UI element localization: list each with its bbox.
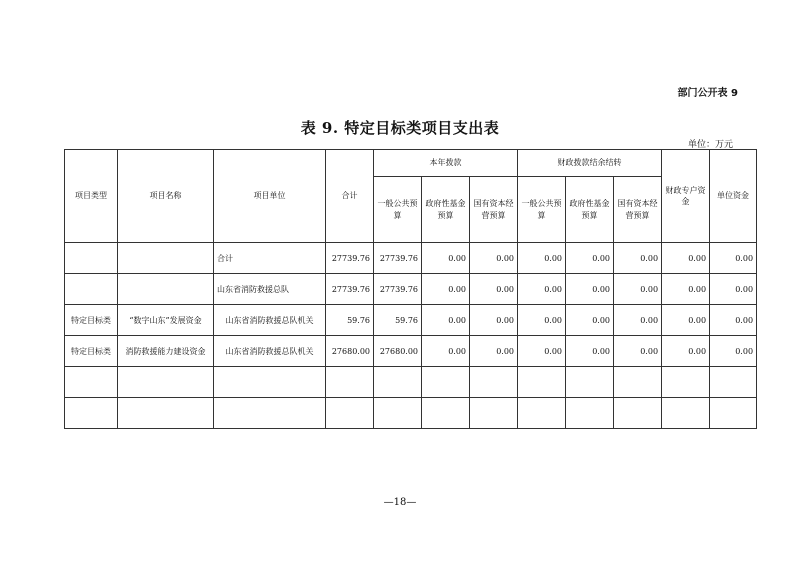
cell-co-state-capital: 0.00 xyxy=(614,336,662,367)
header-cy-general-public-budget: 一般公共预算 xyxy=(374,177,422,243)
empty-cell xyxy=(662,398,710,429)
table-row xyxy=(65,305,757,336)
cell-cy-gov-fund: 0.00 xyxy=(422,243,470,274)
header-unit-funds: 单位资金 xyxy=(710,150,757,243)
empty-cell xyxy=(710,367,757,398)
cell-co-gov-fund: 0.00 xyxy=(566,305,614,336)
cell-unit-funds: 0.00 xyxy=(710,274,757,305)
cell-co-gov-fund: 0.00 xyxy=(566,243,614,274)
empty-cell xyxy=(326,398,374,429)
cell-cy-state-capital: 0.00 xyxy=(470,243,518,274)
cell-cy-gov-fund: 0.00 xyxy=(422,274,470,305)
header-fiscal-special-funds xyxy=(662,150,710,243)
cell-cy-general-public: 27680.00 xyxy=(374,336,422,367)
empty-cell xyxy=(566,398,614,429)
header-project-type: 项目类型 xyxy=(65,150,118,243)
cell-project-unit: 山东省消防救援总队 xyxy=(214,274,326,305)
header-project-unit: 项目单位 xyxy=(214,150,326,243)
cell-cy-state-capital: 0.00 xyxy=(470,336,518,367)
expenditure-table xyxy=(64,149,757,429)
table-row xyxy=(65,243,757,274)
cell-total: 27739.76 xyxy=(326,274,374,305)
cell-cy-general-public: 27739.76 xyxy=(374,243,422,274)
cell-total: 59.76 xyxy=(326,305,374,336)
cell-cy-general-public: 59.76 xyxy=(374,305,422,336)
cell-unit-funds: 0.00 xyxy=(710,336,757,367)
cell-project-type: 特定目标类 xyxy=(65,305,118,336)
cell-project-unit: 山东省消防救援总队机关 xyxy=(214,305,326,336)
cell-project-unit: 合计 xyxy=(214,243,326,274)
header-cy-state-capital-budget: 国有资本经营预算 xyxy=(470,177,518,243)
empty-cell xyxy=(374,367,422,398)
cell-unit-funds: 0.00 xyxy=(710,305,757,336)
cell-unit-funds: 0.00 xyxy=(710,243,757,274)
cell-co-gov-fund: 0.00 xyxy=(566,274,614,305)
cell-fiscal-special-funds: 0.00 xyxy=(662,274,710,305)
empty-cell xyxy=(662,367,710,398)
header-carryover-group: 财政拨款结余结转 xyxy=(518,150,662,177)
cell-project-name: “数字山东”发展资金 xyxy=(118,305,214,336)
unit-label: 单位：万元 xyxy=(687,140,733,150)
cell-project-name: 消防救援能力建设资金 xyxy=(118,336,214,367)
cell-co-general-public: 0.00 xyxy=(518,274,566,305)
cell-co-general-public: 0.00 xyxy=(518,305,566,336)
cell-cy-gov-fund: 0.00 xyxy=(422,305,470,336)
cell-total: 27680.00 xyxy=(326,336,374,367)
cell-cy-gov-fund: 0.00 xyxy=(422,336,470,367)
empty-cell xyxy=(118,367,214,398)
empty-cell xyxy=(566,367,614,398)
header-total: 合计 xyxy=(326,150,374,243)
cell-fiscal-special-funds: 0.00 xyxy=(662,305,710,336)
empty-cell xyxy=(470,367,518,398)
cell-project-type xyxy=(65,274,118,305)
cell-cy-state-capital: 0.00 xyxy=(470,274,518,305)
cell-project-name xyxy=(118,243,214,274)
cell-co-general-public: 0.00 xyxy=(518,336,566,367)
page-title: 表 9. 特定目标类项目支出表 xyxy=(300,119,500,137)
header-co-general-public-budget: 一般公共预算 xyxy=(518,177,566,243)
empty-cell xyxy=(326,367,374,398)
cell-project-type: 特定目标类 xyxy=(65,336,118,367)
empty-row xyxy=(65,367,757,398)
empty-cell xyxy=(374,398,422,429)
cell-fiscal-special-funds: 0.00 xyxy=(662,336,710,367)
header-current-year-group: 本年拨款 xyxy=(374,150,518,177)
empty-cell xyxy=(470,398,518,429)
empty-cell xyxy=(518,398,566,429)
empty-cell xyxy=(518,367,566,398)
empty-cell xyxy=(65,398,118,429)
empty-cell xyxy=(422,367,470,398)
header-co-state-capital-budget: 国有资本经营预算 xyxy=(614,177,662,243)
cell-co-state-capital: 0.00 xyxy=(614,305,662,336)
table-body xyxy=(65,243,757,429)
empty-cell xyxy=(614,398,662,429)
cell-co-gov-fund: 0.00 xyxy=(566,336,614,367)
empty-cell xyxy=(710,398,757,429)
cell-total: 27739.76 xyxy=(326,243,374,274)
cell-project-unit: 山东省消防救援总队机关 xyxy=(214,336,326,367)
empty-cell xyxy=(422,398,470,429)
cell-project-name xyxy=(118,274,214,305)
cell-co-general-public: 0.00 xyxy=(518,243,566,274)
cell-project-type xyxy=(65,243,118,274)
header-co-gov-fund-budget: 政府性基金预算 xyxy=(566,177,614,243)
empty-cell xyxy=(214,398,326,429)
empty-cell xyxy=(614,367,662,398)
cell-co-state-capital: 0.00 xyxy=(614,243,662,274)
page-label: 部门公开表 9 xyxy=(677,88,738,99)
empty-cell xyxy=(65,367,118,398)
cell-co-state-capital: 0.00 xyxy=(614,274,662,305)
table-header xyxy=(65,150,757,243)
cell-fiscal-special-funds: 0.00 xyxy=(662,243,710,274)
header-fiscal-special-funds-label: 财政专户资金 xyxy=(665,185,706,206)
empty-cell xyxy=(118,398,214,429)
cell-cy-state-capital: 0.00 xyxy=(470,305,518,336)
table-row xyxy=(65,274,757,305)
page-number: —18— xyxy=(383,497,417,508)
cell-cy-general-public: 27739.76 xyxy=(374,274,422,305)
header-cy-gov-fund-budget: 政府性基金预算 xyxy=(422,177,470,243)
table-row xyxy=(65,336,757,367)
empty-cell xyxy=(214,367,326,398)
empty-row xyxy=(65,398,757,429)
header-project-name: 项目名称 xyxy=(118,150,214,243)
